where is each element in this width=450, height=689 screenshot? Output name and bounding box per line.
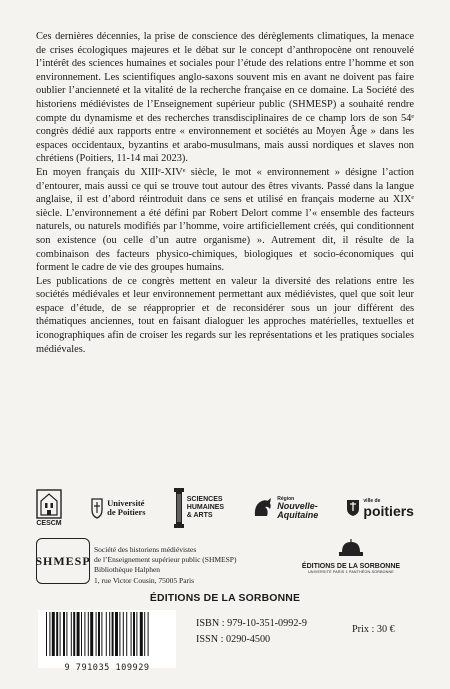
shmesp-address	[94, 545, 274, 586]
sciences-humaines-arts-logo	[174, 488, 224, 528]
ville-label-small: ville de	[363, 498, 381, 504]
cescm-label: CESCM	[36, 519, 62, 527]
region-label-2: Nouvelle-	[277, 501, 318, 511]
city-crest-icon	[346, 499, 360, 517]
building-icon	[36, 489, 62, 519]
back-cover-text	[36, 30, 414, 356]
paragraph-1: Ces dernières décennies, la prise de conscience des dérèglements climatiques, la menace de crises écologiques majeures et le débat sur le concept d’anthropocène ont renouvelé l’intérêt des sciences humaines et sociales pour l’étude des relations entre l’homme et son environnement. Les scientifiques anglo-saxons souvent mis en avant ne doivent pas faire oublier l’ancienneté et la vitalité de la recherche française en ce domaine. La Société des historiens médiévistes de l’Enseignement supérieur public (SHMESP) a souhaité rendre compte du dynamisme et des recherches transdisciplinaires de ce champ lors de son 54ᵉ congrès dédié aux rapports entre « environnement et sociétés au Moyen Âge » dans les espaces occidentaux, byzantins et arabo-musulmans, mais aussi nordiques et slaves non chrétiens (Poitiers, 11-14 mai 2023).	[36, 31, 414, 165]
barcode	[38, 610, 176, 673]
shmesp-line-2: de l’Enseignement supérieur public (SHMESP)	[94, 555, 237, 565]
sorbonne-name: ÉDITIONS DE LA SORBONNE	[301, 563, 401, 570]
paragraph-2: En moyen français du XIIIᵉ-XIVᵉ siècle, le mot « environnement » désigne l’action d’entourer, mais aussi ce qui se trouve tout autour des êtres vivants. Passé dans la langue anglaise, il est d’abord réintroduit dans ce sens et utilisé en français moderne au XIXᵉ siècle. L’environnement a été défini par Robert Delort comme l’« ensemble des facteurs naturels, ou naturels modifiés par l’homme, voire artificiellement créés, qui conditionnent son existence (ou celle d’un autre organisme) ». Autrement dit, il résulte de la combinaison des facteurs physico-chimiques, biologiques et socio-économiques qui forment le cadre de vie des groupes humains.	[36, 166, 414, 274]
price: Prix : 30 €	[352, 624, 395, 635]
univ-label-2: de Poitiers	[107, 507, 146, 517]
barcode-digits: 9 791035 109929	[64, 663, 150, 673]
lion-icon	[252, 496, 274, 520]
cescm-logo	[36, 489, 62, 528]
shs-label-1: SCIENCES	[186, 496, 223, 503]
publisher-name: ÉDITIONS DE LA SORBONNE	[149, 593, 301, 604]
shield-icon	[90, 497, 104, 519]
sorbonne-subtitle: UNIVERSITÉ PARIS 1 PANTHÉON-SORBONNE	[308, 570, 394, 574]
dome-icon	[336, 538, 366, 558]
identifiers	[196, 616, 307, 648]
shmesp-line-3: Bibliothèque Halphen	[94, 565, 161, 575]
column-icon	[174, 488, 184, 528]
region-label-1: Région	[277, 496, 295, 502]
shmesp-logo	[36, 538, 90, 584]
issn-number: ISSN : 0290-4500	[196, 634, 271, 645]
shmesp-line-1: Société des historiens médiévistes	[94, 545, 197, 554]
ville-poitiers-logo	[346, 498, 414, 518]
region-label-3: Aquitaine	[277, 510, 319, 520]
partner-logos	[36, 484, 414, 532]
shmesp-logo-text: SHMESP	[35, 553, 91, 568]
paragraph-3: Les publications de ce congrès mettent en valeur la diversité des relations entre les sociétés médiévales et leur environnement permettant aux médiévistes, quel que soit leur espace d’étude, de se réapproprier et de reconsidérer sous un jour différent des thématiques anciennes, tout en faisant dialoguer les approches matérielles, textuelles et iconographiques afin de croiser les regards sur les représentations et les pratiques sociales médiévales.	[36, 275, 414, 355]
univ-label-1: Université	[107, 498, 145, 508]
ville-label-big: poitiers	[363, 503, 414, 519]
nouvelle-aquitaine-logo	[252, 496, 318, 520]
shmesp-line-4: 1, rue Victor Cousin, 75005 Paris	[94, 575, 195, 585]
editions-sorbonne-logo	[296, 538, 406, 574]
universite-poitiers-logo	[90, 497, 145, 519]
shs-label-2: HUMAINES	[186, 504, 225, 511]
barcode-bars	[38, 610, 176, 658]
isbn-number: ISBN : 979-10-351-0992-9	[196, 618, 307, 629]
shs-label-3: & ARTS	[186, 512, 213, 519]
